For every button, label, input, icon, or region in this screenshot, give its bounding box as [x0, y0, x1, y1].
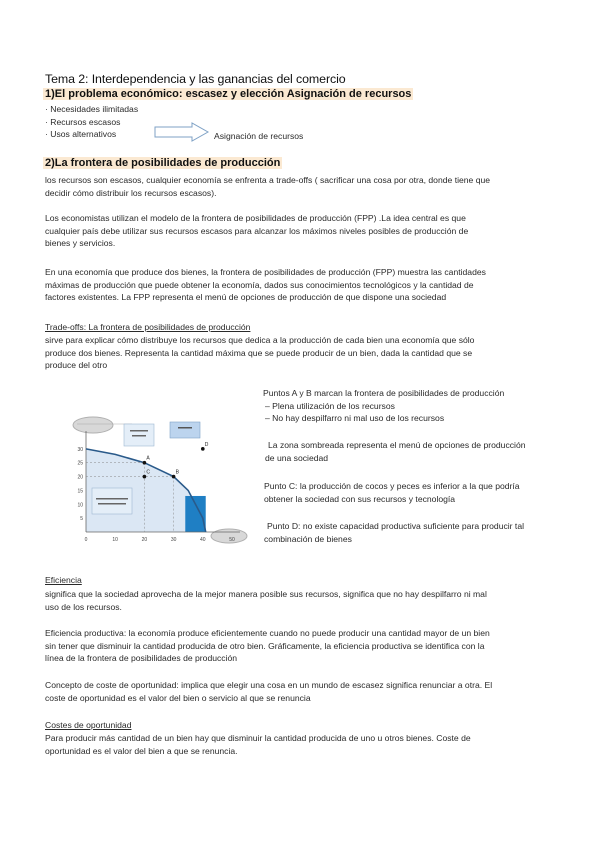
text-line: La zona sombreada representa el menú de opciones de producción	[268, 440, 526, 450]
chart-note	[264, 480, 594, 505]
text-line: factores existentes. La FPP representa el menú de opciones de producción de que dispone una sociedad	[45, 292, 447, 303]
label-box	[92, 488, 132, 514]
paragraph	[45, 732, 585, 757]
x-tick-label: 0	[84, 537, 88, 543]
text-line: obtener la sociedad con sus recursos y tecnología	[264, 493, 456, 504]
x-tick-label: 40	[200, 537, 206, 543]
text-line: En una economía que produce dos bienes, la frontera de posibilidades de producción (FPP) muestra las cantidades	[45, 267, 486, 277]
y-tick-label: 5	[80, 516, 83, 523]
arrow-label: Asignación de recursos	[214, 131, 304, 141]
text-line: produce dos bienes. Representa la cantidad máxima que se puede producir de un bien, dada la cantidad que se	[45, 347, 473, 358]
y-tick-label: 20	[77, 474, 83, 481]
text-line: bienes y servicios.	[45, 238, 116, 249]
text-line: sirve para explicar cómo distribuye los recursos que dedica a la producción de cada bien una economía que sólo	[45, 335, 475, 345]
subheading-tradeoffs: Trade-offs: La frontera de posibilidades de producción	[45, 322, 251, 332]
x-tick-label: 50	[229, 537, 235, 543]
section2-heading: 2)La frontera de posibilidades de producción	[45, 157, 281, 169]
point-label: D	[204, 441, 209, 448]
paragraph	[45, 212, 585, 250]
paragraph	[45, 266, 585, 304]
text-line: combinación de bienes	[264, 533, 352, 544]
text-line: decidir cómo distribuir los recursos escasos).	[45, 187, 217, 198]
page-title: Tema 2: Interdependencia y las ganancias del comercio	[45, 72, 346, 86]
y-axis-bubble	[73, 417, 113, 433]
paragraph	[45, 679, 590, 704]
bullet-item: · Usos alternativos	[45, 129, 117, 140]
text-line: máximas de producción que puede obtener la economía, dados sus conocimientos tecnológicos y la cantidad de	[45, 279, 474, 290]
text-line: Para producir más cantidad de un bien hay que disminuir la cantidad producida de uno u otros bienes. Coste de	[45, 733, 471, 743]
text-line: – No hay despilfarro ni mal uso de los recursos	[265, 413, 445, 424]
text-line: Los economistas utilizan el modelo de la frontera de posibilidades de producción (FPP) .La idea central es que	[45, 213, 466, 223]
text-line: produce del otro	[45, 360, 108, 371]
paragraph	[45, 588, 585, 613]
shaded-tail	[185, 496, 205, 532]
section1-heading: 1)El problema económico: escasez y elección Asignación de recursos	[45, 88, 412, 100]
point-label: A	[146, 455, 150, 462]
right-arrow-icon	[154, 122, 210, 142]
text-line: significa que la sociedad aprovecha de la mejor manera posible sus recursos, significa que no hay despilfarro ni mal	[45, 589, 487, 599]
text-line: Eficiencia productiva: la economía produce eficientemente cuando no puede producir una cantidad mayor de un bien	[45, 628, 490, 638]
text-line: línea de la frontera de posibilidades de producción	[45, 653, 238, 664]
bullet-list	[45, 103, 138, 141]
costes-heading: Costes de oportunidad	[45, 720, 132, 730]
x-tick-label: 10	[112, 537, 118, 543]
paragraph	[45, 627, 590, 665]
text-line: coste de oportunidad es el valor del bien o servicio al que se renuncia	[45, 692, 311, 703]
text-line: Concepto de coste de oportunidad: implica que elegir una cosa en un mundo de escasez significa renunciar a otra. El	[45, 680, 493, 690]
chart-note	[265, 439, 595, 464]
point-label: B	[175, 469, 179, 476]
ppf-chart	[72, 410, 248, 546]
point-label: C	[146, 469, 151, 476]
text-line: oportunidad es el valor del bien a que se renuncia.	[45, 745, 238, 756]
y-tick-label: 30	[77, 446, 83, 453]
text-line: Puntos A y B marcan la frontera de posibilidades de producción	[263, 388, 505, 398]
x-tick-label: 20	[141, 537, 148, 543]
text-line: los recursos son escasos, cualquier economía se enfrenta a trade-offs ( sacrificar una cosa por otra, donde tiene que	[45, 175, 491, 185]
paragraph	[45, 174, 585, 199]
eficiencia-heading: Eficiencia	[45, 575, 82, 585]
text-line: sin tener que disminuir la cantidad producida de otro bien. Gráficamente, la eficiencia productiva se identifica con la	[45, 640, 485, 651]
bullet-item: · Necesidades ilimitadas	[45, 104, 139, 114]
chart-note	[263, 387, 593, 425]
bullet-item: · Recursos escasos	[45, 116, 121, 127]
label-box	[170, 422, 200, 438]
text-line: Punto D: no existe capacidad productiva suficiente para producir tal	[267, 521, 525, 531]
chart-note	[264, 520, 594, 545]
text-line: uso de los recursos.	[45, 601, 122, 612]
text-line: de una sociedad	[265, 452, 329, 463]
y-tick-label: 25	[77, 460, 83, 467]
y-tick-label: 15	[77, 488, 83, 495]
text-line: – Plena utilización de los recursos	[265, 400, 395, 411]
y-tick-label: 10	[77, 502, 83, 509]
text-line: Punto C: la producción de cocos y peces es inferior a la que podría	[264, 481, 520, 491]
paragraph	[45, 334, 585, 372]
x-tick-label: 30	[170, 537, 177, 543]
text-line: cualquier país debe utilizar sus recursos escasos para alcanzar los máximos niveles posibles de producción de	[45, 225, 469, 236]
